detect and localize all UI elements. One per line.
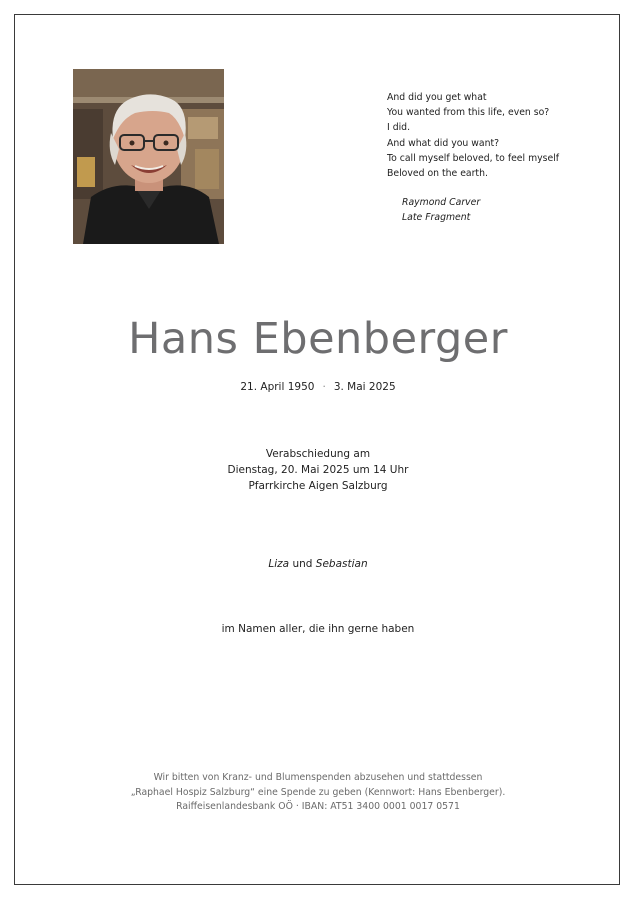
family-conjunction: und [292, 558, 313, 570]
family-names [0, 558, 636, 570]
poem-block [387, 90, 559, 226]
deceased-name: Hans Ebenberger [128, 314, 508, 364]
poem-work: Late Fragment [402, 212, 471, 224]
poem-line: And did you get what [387, 92, 487, 103]
donation-line: Wir bitten von Kranz- und Blumenspenden abzusehen und stattdessen [153, 772, 483, 783]
family-name-2: Sebastian [315, 558, 368, 570]
donation-note [0, 771, 636, 815]
date-separator: · [322, 381, 326, 393]
death-date: 3. Mai 2025 [333, 381, 396, 393]
portrait-photo [73, 69, 224, 244]
donation-line: Raiffeisenlandesbank OÖ · IBAN: AT51 3400 0001 0017 0571 [176, 801, 460, 813]
closing-line: im Namen aller, die ihn gerne haben [221, 623, 415, 635]
poem-line: Beloved on the earth. [387, 168, 488, 180]
service-line: Dienstag, 20. Mai 2025 um 14 Uhr [227, 464, 409, 477]
family-name-1: Liza [268, 558, 290, 570]
life-dates [0, 381, 636, 393]
poem-line: I did. [387, 122, 411, 134]
donation-line: „Raphael Hospiz Salzburg“ eine Spende zu geben (Kennwort: Hans Ebenberger). [130, 786, 506, 798]
poem-line: And what did you want? [387, 137, 500, 149]
poem-line: You wanted from this life, even so? [387, 107, 550, 119]
poem-author: Raymond Carver [402, 197, 481, 209]
service-info [0, 446, 636, 495]
service-line: Verabschiedung am [265, 448, 371, 460]
birth-date: 21. April 1950 [240, 381, 315, 393]
service-line: Pfarrkirche Aigen Salzburg [248, 480, 388, 493]
poem-line: To call myself beloved, to feel myself [387, 152, 560, 164]
